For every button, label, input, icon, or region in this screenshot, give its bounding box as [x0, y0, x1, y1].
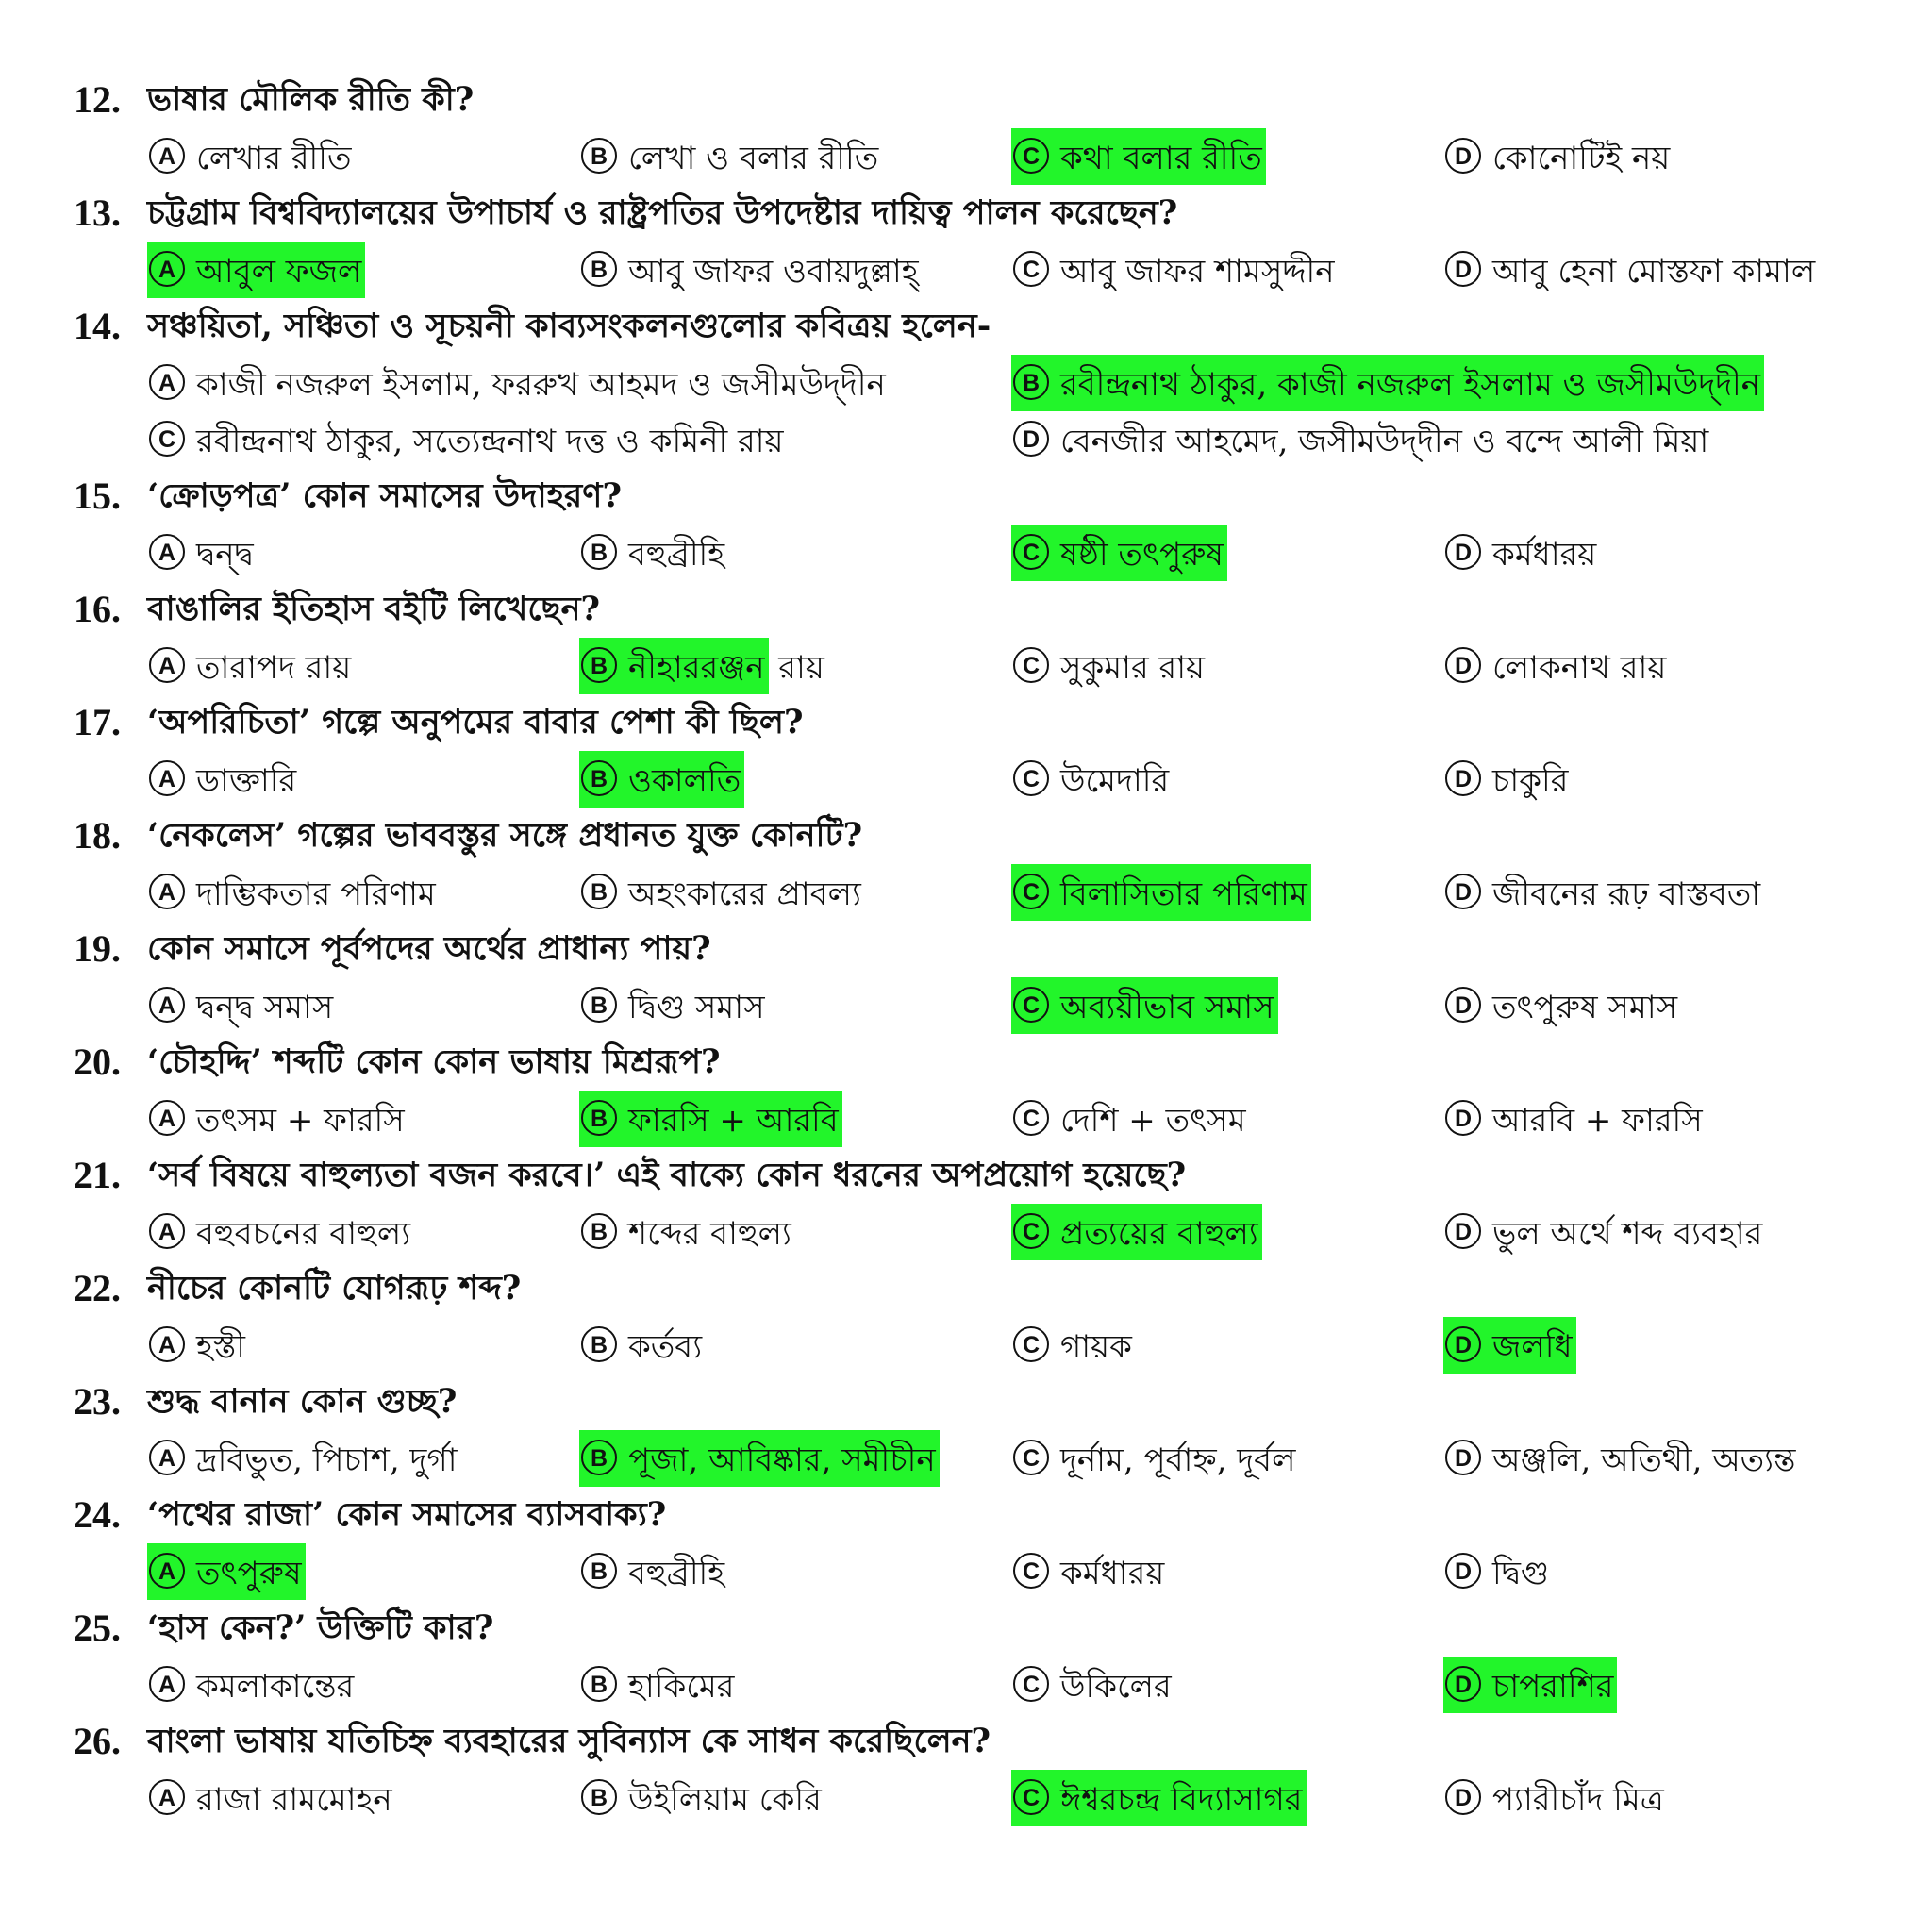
option-text: ষষ্ঠী তৎপুরুষ [1060, 536, 1224, 574]
option-text: লোকনাথ রায় [1492, 649, 1667, 687]
option-letter-d: D [1445, 1779, 1481, 1815]
question-number: 24. [74, 1493, 121, 1536]
option-text: দাম্ভিকতার পরিণাম [196, 875, 436, 913]
option-text: উইলিয়াম কেরি [628, 1781, 822, 1819]
option-b[interactable] [579, 977, 769, 1034]
question-text: বাংলা ভাষায় যতিচিহ্ন ব্যবহারের সুবিন্যাস কে সাধন করেছিলেন? [147, 1722, 991, 1760]
option-d[interactable] [1443, 1543, 1553, 1600]
option-letter-d: D [1445, 987, 1481, 1023]
option-letter-b: B [581, 1666, 617, 1702]
option-a[interactable] [147, 1770, 396, 1826]
option-text: কোনোটিই নয় [1492, 140, 1671, 177]
option-text: হস্তী [196, 1328, 246, 1366]
question-text: ‘পথের রাজা’ কোন সমাসের ব্যাসবাক্য? [147, 1495, 667, 1534]
question-item [74, 1375, 1894, 1489]
option-d[interactable] [1011, 411, 1712, 468]
option-text: উমেদারি [1060, 762, 1170, 800]
question-number: 26. [74, 1720, 121, 1762]
question-item [74, 809, 1894, 923]
option-a[interactable] [147, 1430, 460, 1487]
option-d-correct[interactable] [1443, 1317, 1576, 1374]
option-letter-a: A [149, 874, 185, 909]
question-item [74, 300, 1894, 470]
option-text: তৎপুরুষ [196, 1555, 302, 1592]
question-number: 23. [74, 1380, 121, 1423]
option-letter-a: A [149, 1440, 185, 1475]
option-text: দ্বিগু সমাস [628, 989, 765, 1026]
option-c-correct[interactable] [1011, 1770, 1307, 1826]
option-d[interactable] [1443, 638, 1670, 694]
option-letter-d: D [1445, 1440, 1481, 1475]
option-letter-c: C [1013, 1440, 1049, 1475]
option-text: তৎসম + ফারসি [196, 1102, 405, 1140]
option-letter-d: D [1445, 647, 1481, 683]
option-text: অহংকারের প্রাবল্য [628, 875, 861, 913]
question-text: ‘ক্রোড়পত্র’ কোন সমাসের উদাহরণ? [147, 476, 622, 515]
option-text-suffix: রায় [768, 649, 824, 687]
option-letter-b: B [581, 251, 617, 287]
option-letter-d: D [1445, 760, 1481, 796]
option-c-correct[interactable] [1011, 864, 1311, 921]
question-item [74, 923, 1894, 1036]
option-d[interactable] [1443, 128, 1674, 185]
option-c-correct[interactable] [1011, 525, 1227, 581]
question-item [74, 1036, 1894, 1149]
question-item [74, 1149, 1894, 1262]
option-d[interactable] [1443, 977, 1681, 1034]
question-number: 19. [74, 927, 121, 970]
question-number: 14. [74, 305, 121, 347]
option-d[interactable] [1443, 751, 1572, 808]
option-b[interactable] [579, 242, 923, 298]
question-item [74, 74, 1894, 187]
option-b[interactable] [579, 864, 865, 921]
option-b-correct[interactable] [579, 751, 744, 808]
option-letter-b: B [581, 1326, 617, 1362]
option-text: গায়ক [1060, 1328, 1132, 1366]
option-text: ওকালতি [628, 762, 741, 800]
option-text: বহুব্রীহি [628, 1555, 725, 1592]
option-letter-d: D [1013, 421, 1049, 457]
option-text: দূর্নাম, পূর্বাহ্ন, দূর্বল [1060, 1441, 1296, 1479]
question-number: 25. [74, 1607, 121, 1649]
option-letter-a: A [149, 534, 185, 570]
option-c[interactable] [1011, 242, 1339, 298]
option-text: নীহাররঞ্জন [628, 649, 765, 687]
question-number: 22. [74, 1267, 121, 1309]
option-c-correct[interactable] [1011, 1204, 1262, 1260]
option-a[interactable] [147, 864, 440, 921]
question-item [74, 1262, 1894, 1375]
option-text: আবুল ফজল [196, 253, 362, 291]
option-a[interactable] [147, 751, 300, 808]
option-a[interactable] [147, 977, 337, 1034]
option-text: লেখা ও বলার রীতি [628, 140, 879, 177]
option-letter-b: B [581, 1213, 617, 1249]
option-b[interactable] [579, 128, 882, 185]
option-text: দ্বন্দ্ব সমাস [196, 989, 334, 1026]
option-letter-d: D [1445, 874, 1481, 909]
option-d[interactable] [1443, 242, 1819, 298]
option-letter-d: D [1445, 1326, 1481, 1362]
question-text: ‘অপরিচিতা’ গল্পে অনুপমের বাবার পেশা কী ছিল? [147, 703, 804, 741]
question-number: 18. [74, 814, 121, 857]
option-a-correct[interactable] [147, 1543, 306, 1600]
option-c-correct[interactable] [1011, 977, 1278, 1034]
option-a[interactable] [147, 1204, 414, 1260]
option-letter-a: A [149, 760, 185, 796]
option-text: আবু জাফর ওবায়দুল্লাহ্ [628, 253, 919, 291]
option-letter-c: C [1013, 874, 1049, 909]
option-text: কর্মধারয় [1492, 536, 1597, 574]
option-a[interactable] [147, 355, 983, 411]
option-text: পূজা, আবিষ্কার, সমীচীন [628, 1441, 936, 1479]
option-letter-b: B [581, 534, 617, 570]
option-letter-b: B [581, 138, 617, 174]
option-letter-b: B [581, 987, 617, 1023]
option-d[interactable] [1443, 1430, 1799, 1487]
option-letter-c: C [1013, 760, 1049, 796]
option-letter-c: C [1013, 534, 1049, 570]
option-letter-c: C [1013, 1666, 1049, 1702]
option-text: আবু হেনা মোস্তফা কামাল [1492, 253, 1816, 291]
option-letter-b: B [581, 760, 617, 796]
option-text: আবু জাফর শামসুদ্দীন [1060, 253, 1335, 291]
option-text: বহুবচনের বাহুল্য [196, 1215, 411, 1253]
option-letter-a: A [149, 1213, 185, 1249]
option-c[interactable] [1011, 1091, 1250, 1147]
option-letter-a: A [149, 364, 185, 400]
option-text: চাকুরি [1492, 762, 1569, 800]
option-text: দ্বিগু [1492, 1555, 1550, 1592]
option-letter-b: B [1013, 364, 1049, 400]
option-text: দ্বন্দ্ব [196, 536, 254, 574]
option-letter-a: A [149, 647, 185, 683]
question-number: 12. [74, 78, 121, 121]
option-text: জীবনের রূঢ় বাস্তবতা [1492, 875, 1761, 913]
option-c[interactable] [1011, 1657, 1175, 1713]
option-letter-b: B [581, 1100, 617, 1136]
option-a-correct[interactable] [147, 242, 365, 298]
option-letter-b: B [581, 647, 617, 683]
option-text: প্রত্যয়ের বাহুল্য [1060, 1215, 1258, 1253]
option-b[interactable] [579, 525, 728, 581]
question-number: 16. [74, 588, 121, 630]
option-text: রবীন্দ্রনাথ ঠাকুর, কাজী নজরুল ইসলাম ও জসীমউদ্‌দীন [1060, 366, 1761, 404]
option-text: তারাপদ রায় [196, 649, 352, 687]
option-letter-a: A [149, 1779, 185, 1815]
question-text: ভাষার মৌলিক রীতি কী? [147, 80, 475, 119]
question-text: চট্টগ্রাম বিশ্ববিদ্যালয়ের উপাচার্য ও রাষ্ট্রপতির উপদেষ্টার দায়িত্ব পালন করেছেন? [147, 193, 1178, 232]
option-letter-b: B [581, 1779, 617, 1815]
option-letter-c: C [1013, 647, 1049, 683]
option-letter-c: C [1013, 1326, 1049, 1362]
option-b[interactable] [579, 1770, 825, 1826]
question-item [74, 1489, 1894, 1602]
option-c[interactable] [1011, 751, 1173, 808]
question-text: নীচের কোনটি যোগরূঢ় শব্দ? [147, 1269, 522, 1307]
option-letter-d: D [1445, 138, 1481, 174]
question-item [74, 583, 1894, 696]
option-letter-a: A [149, 138, 185, 174]
question-number: 17. [74, 701, 121, 743]
option-letter-c: C [1013, 987, 1049, 1023]
question-text: ‘নেকলেস’ গল্পের ভাববস্তুর সঙ্গে প্রধানত যুক্ত কোনটি? [147, 816, 863, 855]
option-letter-a: A [149, 1666, 185, 1702]
option-text: চাপরাশির [1492, 1668, 1614, 1706]
option-letter-d: D [1445, 1553, 1481, 1589]
question-item [74, 696, 1894, 809]
option-text: কর্মধারয় [1060, 1555, 1165, 1592]
option-text: দেশি + তৎসম [1060, 1102, 1246, 1140]
option-d[interactable] [1443, 1204, 1766, 1260]
option-text: ফারসি + আরবি [628, 1102, 839, 1140]
option-c[interactable] [1011, 638, 1208, 694]
option-a[interactable] [147, 128, 356, 185]
option-text: অঞ্জলি, অতিথী, অত্যন্ত [1492, 1441, 1796, 1479]
option-text: দ্রবিভুত, পিচাশ, দুর্গা [196, 1441, 458, 1479]
option-d[interactable] [1443, 1091, 1707, 1147]
option-text: আরবি + ফারসি [1492, 1102, 1703, 1140]
question-text: সঞ্চয়িতা, সঞ্চিতা ও সূচয়নী কাব্যসংকলনগুলোর কবিত্রয় হলেন- [147, 307, 991, 345]
option-text: অব্যয়ীভাব সমাস [1060, 989, 1274, 1026]
question-number: 15. [74, 475, 121, 517]
option-text: উকিলের [1060, 1668, 1172, 1706]
option-text: বহুব্রীহি [628, 536, 725, 574]
option-text: লেখার রীতি [196, 140, 352, 177]
option-text: রবীন্দ্রনাথ ঠাকুর, সত্যেন্দ্রনাথ দত্ত ও কমিনী রায় [196, 423, 784, 460]
question-number: 21. [74, 1154, 121, 1196]
option-letter-d: D [1445, 1213, 1481, 1249]
option-text: ডাক্তারি [196, 762, 297, 800]
option-b-correct[interactable] [1011, 355, 1764, 411]
option-letter-a: A [149, 1553, 185, 1589]
option-letter-b: B [581, 1440, 617, 1475]
question-item [74, 1602, 1894, 1715]
option-letter-c: C [1013, 1100, 1049, 1136]
option-b[interactable] [579, 1657, 738, 1713]
question-text: কোন সমাসে পূর্বপদের অর্থের প্রাধান্য পায়? [147, 929, 711, 968]
question-number: 20. [74, 1041, 121, 1083]
option-c[interactable] [1011, 1317, 1136, 1374]
option-a[interactable] [147, 1657, 358, 1713]
option-letter-a: A [149, 1100, 185, 1136]
option-letter-a: A [149, 987, 185, 1023]
option-b-correct[interactable] [579, 1430, 940, 1487]
option-letter-d: D [1445, 1666, 1481, 1702]
option-d-correct[interactable] [1443, 1657, 1617, 1713]
option-text: রাজা রামমোহন [196, 1781, 392, 1819]
option-b[interactable] [579, 1543, 728, 1600]
option-text: কর্তব্য [628, 1328, 703, 1366]
option-text: হাকিমের [628, 1668, 735, 1706]
question-text: বাঙালির ইতিহাস বইটি লিখেছেন? [147, 590, 601, 628]
question-text: ‘হাস কেন?’ উক্তিটি কার? [147, 1608, 494, 1647]
option-c[interactable] [1011, 1543, 1168, 1600]
option-letter-c: C [149, 421, 185, 457]
option-letter-c: C [1013, 138, 1049, 174]
option-letter-c: C [1013, 251, 1049, 287]
option-b[interactable] [579, 1317, 706, 1374]
option-c[interactable] [1011, 1430, 1299, 1487]
option-text: বেনজীর আহমেদ, জসীমউদ্‌দীন ও বন্দে আলী মিয়া [1060, 423, 1709, 460]
question-text: শুদ্ধ বানান কোন গুচ্ছ? [147, 1382, 458, 1421]
option-text: কাজী নজরুল ইসলাম, ফররুখ আহমদ ও জসীমউদ্‌দীন [196, 366, 886, 404]
option-text: তৎপুরুষ সমাস [1492, 989, 1678, 1026]
option-text: সুকুমার রায় [1060, 649, 1206, 687]
option-b[interactable] [579, 1204, 795, 1260]
option-c-correct[interactable] [1011, 128, 1266, 185]
option-d[interactable] [1443, 525, 1600, 581]
question-item [74, 187, 1894, 300]
option-letter-c: C [1013, 1213, 1049, 1249]
question-text: ‘চৌহদ্দি’ শব্দটি কোন কোন ভাষায় মিশ্ররূপ? [147, 1042, 721, 1081]
option-text: ঈশ্বরচন্দ্র বিদ্যাসাগর [1060, 1781, 1303, 1819]
option-text: কমলাকান্তের [196, 1668, 355, 1706]
option-text: কথা বলার রীতি [1060, 140, 1262, 177]
question-text: ‘সর্ব বিষয়ে বাহুল্যতা বজন করবে।’ এই বাক্যে কোন ধরনের অপপ্রয়োগ হয়েছে? [147, 1156, 1187, 1194]
option-letter-b: B [581, 874, 617, 909]
option-d[interactable] [1443, 864, 1764, 921]
question-item [74, 1715, 1894, 1828]
question-number: 13. [74, 192, 121, 234]
option-text: জলধি [1492, 1328, 1573, 1366]
option-text: প্যারীচাঁদ মিত্র [1492, 1781, 1664, 1819]
option-letter-c: C [1013, 1553, 1049, 1589]
answer-highlight [579, 638, 769, 694]
option-a[interactable] [147, 1317, 249, 1374]
option-text: ভুল অর্থে শব্দ ব্যবহার [1492, 1215, 1763, 1253]
option-a[interactable] [147, 1091, 408, 1147]
option-c[interactable] [147, 411, 983, 468]
option-letter-d: D [1445, 251, 1481, 287]
option-letter-a: A [149, 251, 185, 287]
option-letter-a: A [149, 1326, 185, 1362]
option-letter-c: C [1013, 1779, 1049, 1815]
option-a[interactable] [147, 638, 355, 694]
question-item [74, 470, 1894, 583]
option-letter-d: D [1445, 534, 1481, 570]
option-b-correct[interactable] [579, 1091, 842, 1147]
option-text: বিলাসিতার পরিণাম [1060, 875, 1307, 913]
option-d[interactable] [1443, 1770, 1668, 1826]
option-letter-b: B [581, 1553, 617, 1589]
option-letter-d: D [1445, 1100, 1481, 1136]
option-b-correct[interactable] [579, 638, 824, 694]
option-a[interactable] [147, 525, 258, 581]
option-text: শব্দের বাহুল্য [628, 1215, 791, 1253]
